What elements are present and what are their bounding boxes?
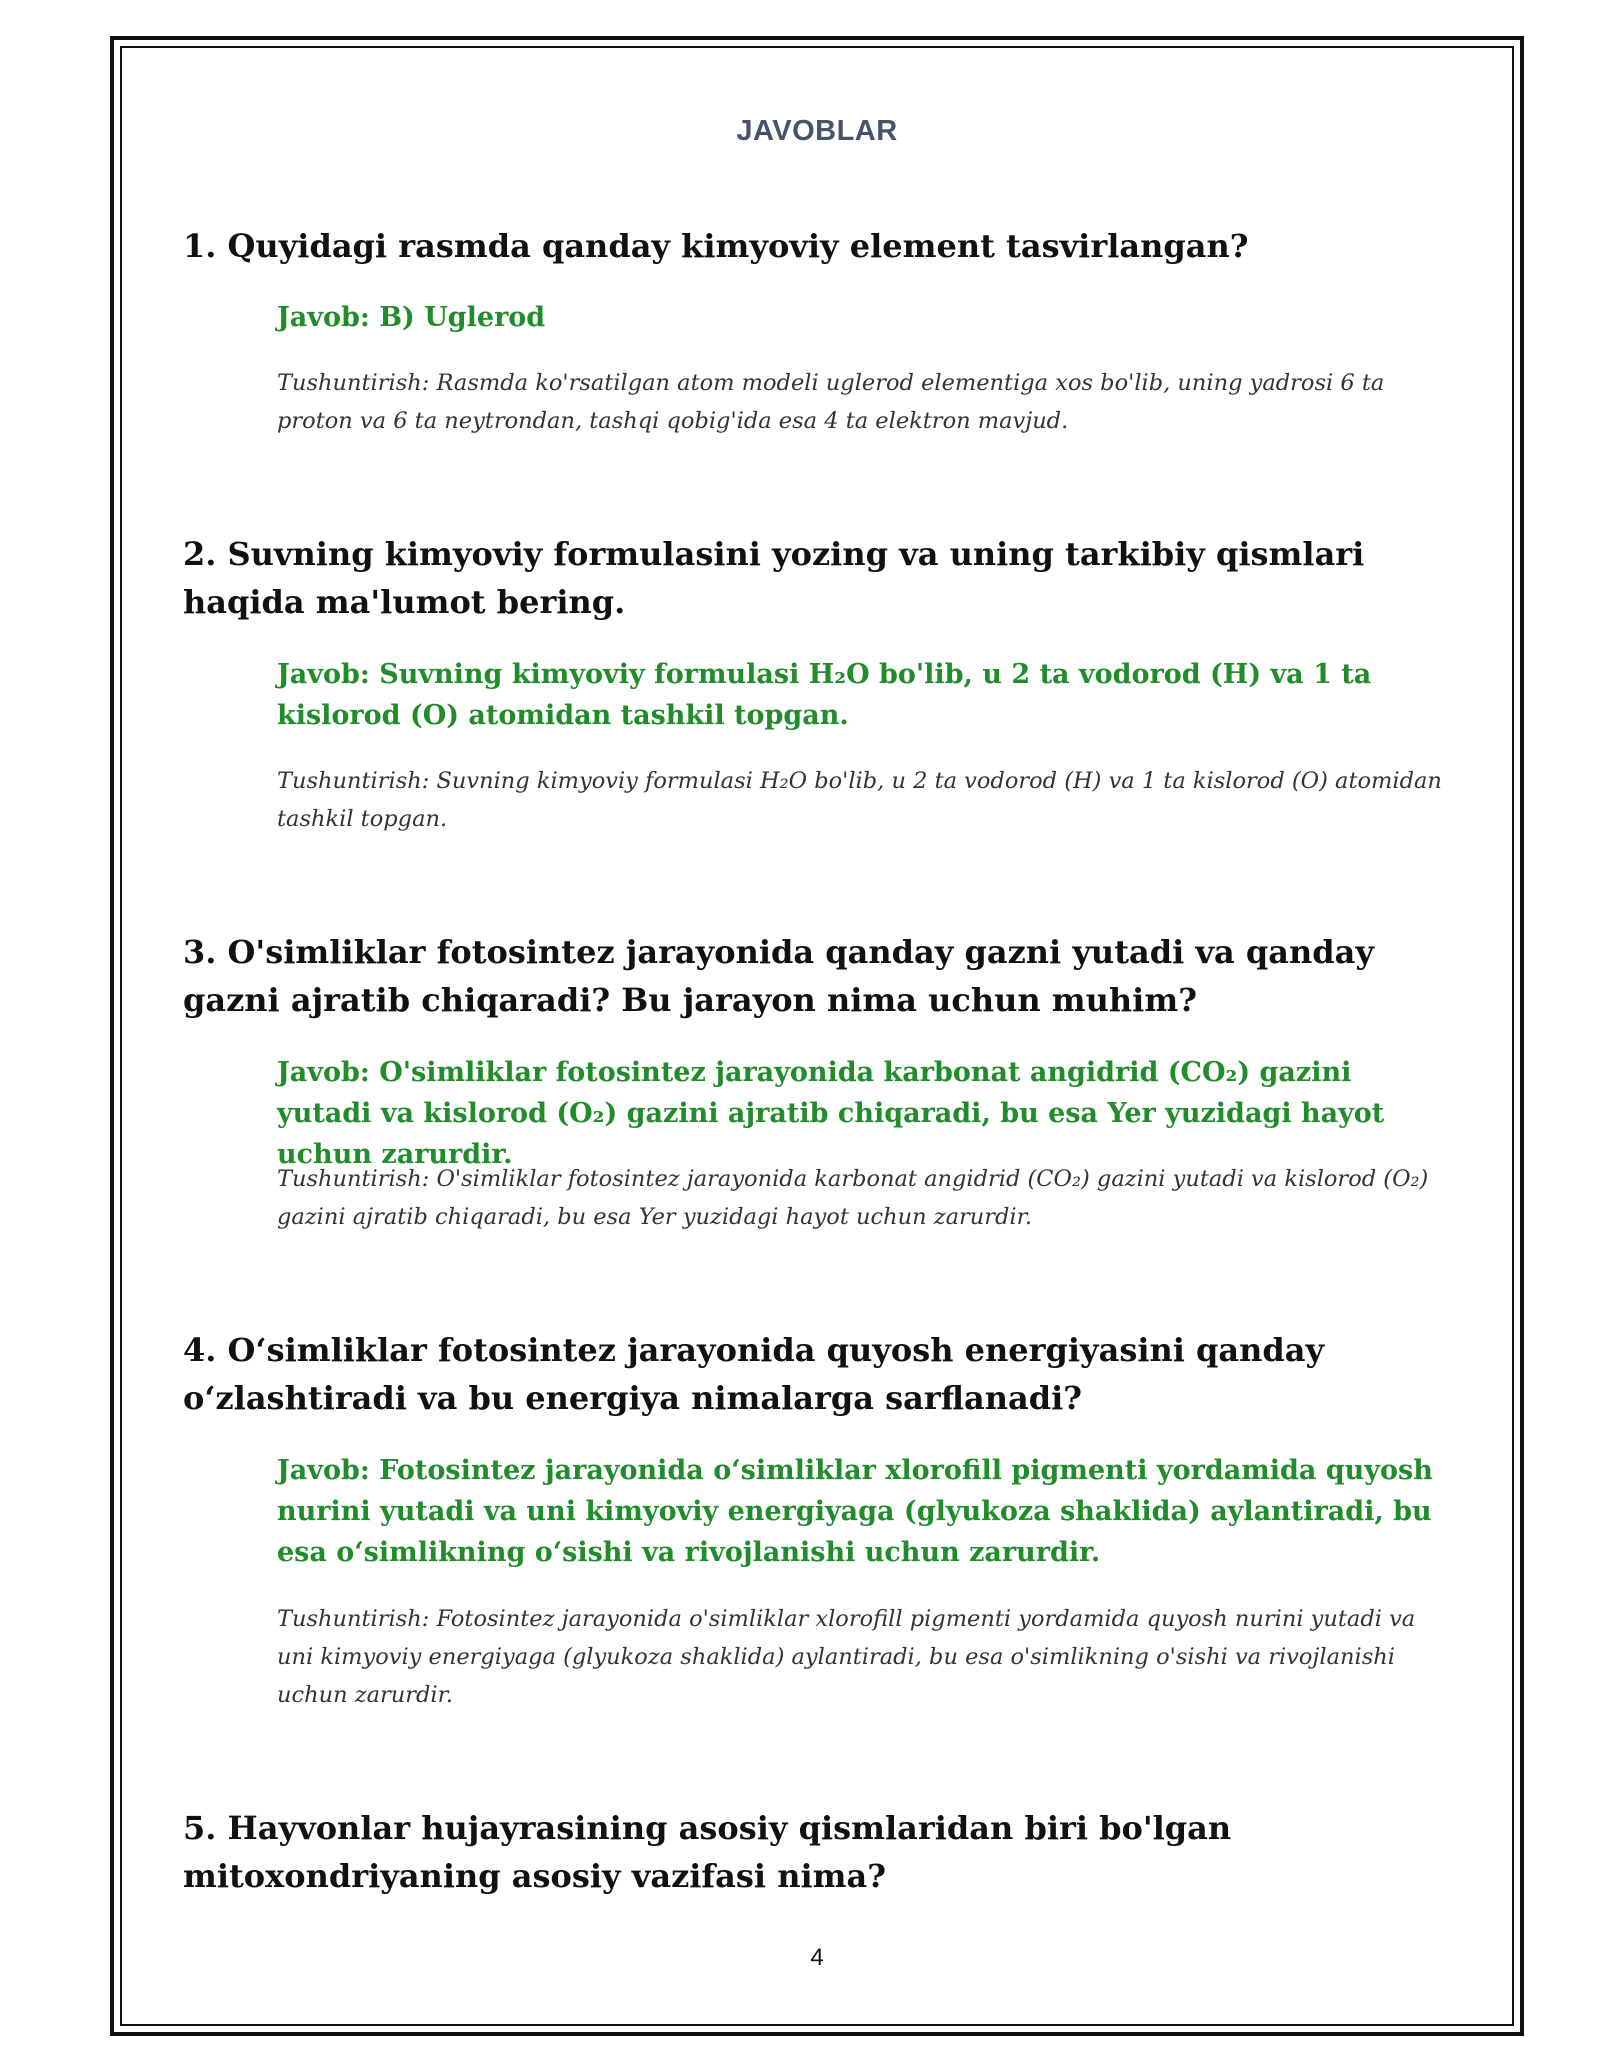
explanation-2: Tushuntirish: Suvning kimyoviy formulasi H₂O bo'lib, u 2 ta vodorod (H) va 1 ta kislorod (O) atomidan tashkil topgan. xyxy=(277,768,1442,832)
question-5: 5. Hayvonlar hujayrasining asosiy qismlaridan biri bo'lgan mitoxondriyaning asosiy vazifasi nima? xyxy=(183,1809,1232,1895)
question-3: 3. O'simliklar fotosintez jarayonida qanday gazni yutadi va qanday gazni ajratib chiqaradi? Bu jarayon nima uchun muhim? xyxy=(183,933,1374,1019)
answer-2: Javob: Suvning kimyoviy formulasi H₂O bo'lib, u 2 ta vodorod (H) va 1 ta kislorod (O) atomidan tashkil topgan. xyxy=(277,659,1372,731)
question-1: 1. Quyidagi rasmda qanday kimyoviy element tasvirlangan? xyxy=(183,227,1249,265)
answer-3: Javob: O'simliklar fotosintez jarayonida karbonat angidrid (CO₂) gazini yutadi va kislorod (O₂) gazini ajratib chiqaradi, bu esa Yer yuzidagi hayot uchun zarurdir. xyxy=(277,1057,1385,1170)
explanation-4: Tushuntirish: Fotosintez jarayonida o'simliklar xlorofill pigmenti yordamida quyosh nurini yutadi va uni kimyoviy energiyaga (glyukoza shaklida) aylantiradi, bu esa o'simlikning o'sishi va rivojlanishi uchun zarurdir. xyxy=(277,1606,1416,1708)
explanation-3: Tushuntirish: O'simliklar fotosintez jarayonida karbonat angidrid (CO₂) gazini yutadi va kislorod (O₂) gazini ajratib chiqaradi, bu esa Yer yuzidagi hayot uchun zarurdir. xyxy=(277,1166,1429,1230)
question-2: 2. Suvning kimyoviy formulasini yozing va uning tarkibiy qismlari haqida ma'lumot bering. xyxy=(183,535,1365,621)
answer-1: Javob: B) Uglerod xyxy=(277,302,546,333)
page-title: JAVOBLAR xyxy=(736,115,898,147)
page-number: 4 xyxy=(810,1944,824,1971)
answer-4: Javob: Fotosintez jarayonida o‘simliklar xlorofill pigmenti yordamida quyosh nurini yutadi va uni kimyoviy energiyaga (glyukoza shaklida) aylantiradi, bu esa o‘simlikning o‘sishi va rivojlanishi uchun zarurdir. xyxy=(277,1455,1433,1568)
page-border-inner xyxy=(120,46,1514,2026)
question-4: 4. O‘simliklar fotosintez jarayonida quyosh energiyasini qanday o‘zlashtiradi va bu energiya nimalarga sarflanadi? xyxy=(183,1331,1325,1417)
explanation-1: Tushuntirish: Rasmda ko'rsatilgan atom modeli uglerod elementiga xos bo'lib, uning yadrosi 6 ta proton va 6 ta neytrondan, tashqi qobig'ida esa 4 ta elektron mavjud. xyxy=(277,370,1385,434)
